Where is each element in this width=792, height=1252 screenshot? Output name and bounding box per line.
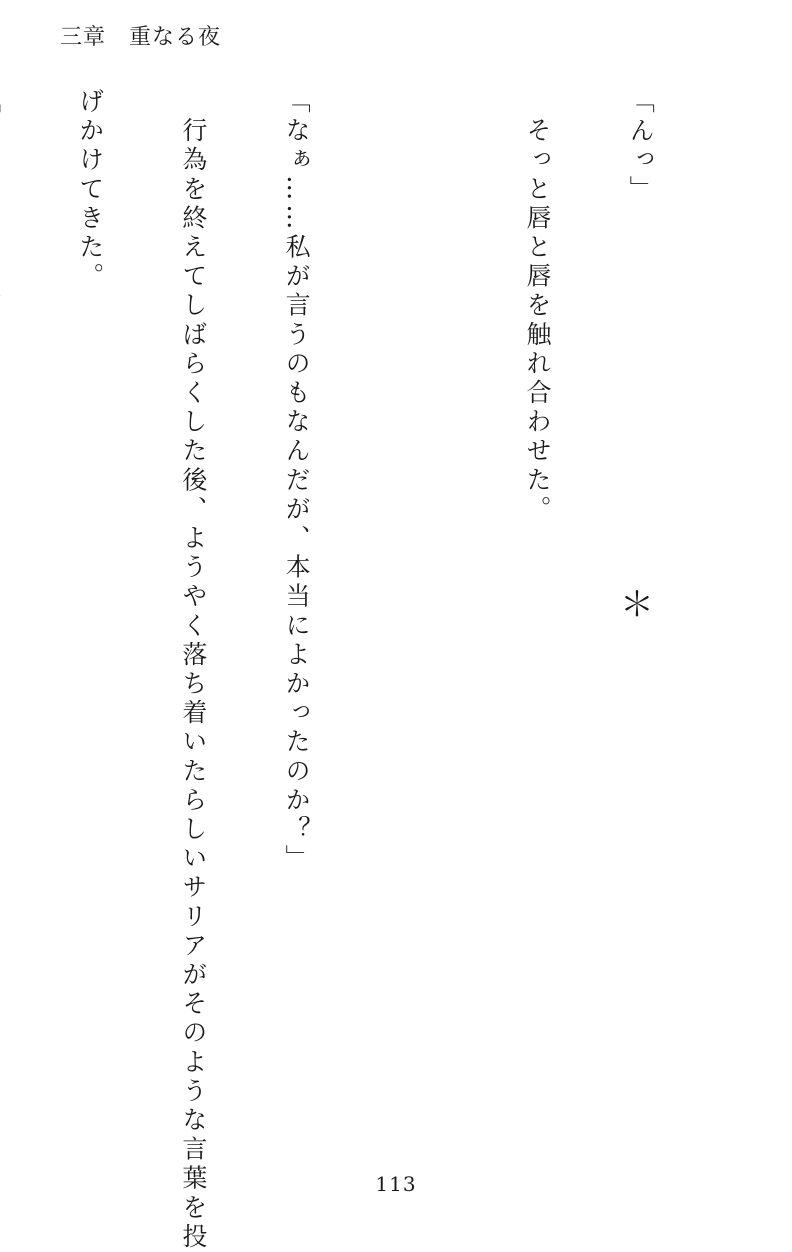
text-line: 「なぁ……私が言うのもなんだが、本当によかったのか？」	[282, 88, 312, 874]
text-line: そっと唇と唇を触れ合わせた。	[522, 88, 552, 525]
text-line: げかけてきた。	[75, 88, 105, 292]
scene-break-asterisk: ＊	[620, 585, 654, 625]
text-line	[0, 88, 3, 1178]
page-number: 113	[375, 1172, 417, 1196]
text-line: 「んっ」	[626, 88, 656, 205]
running-header: 三章 重なる夜	[60, 25, 222, 50]
text-line: 行為を終えてしばらくした後、ようやく落ち着いたらしいサリアがそのような言葉を投	[178, 88, 208, 1252]
